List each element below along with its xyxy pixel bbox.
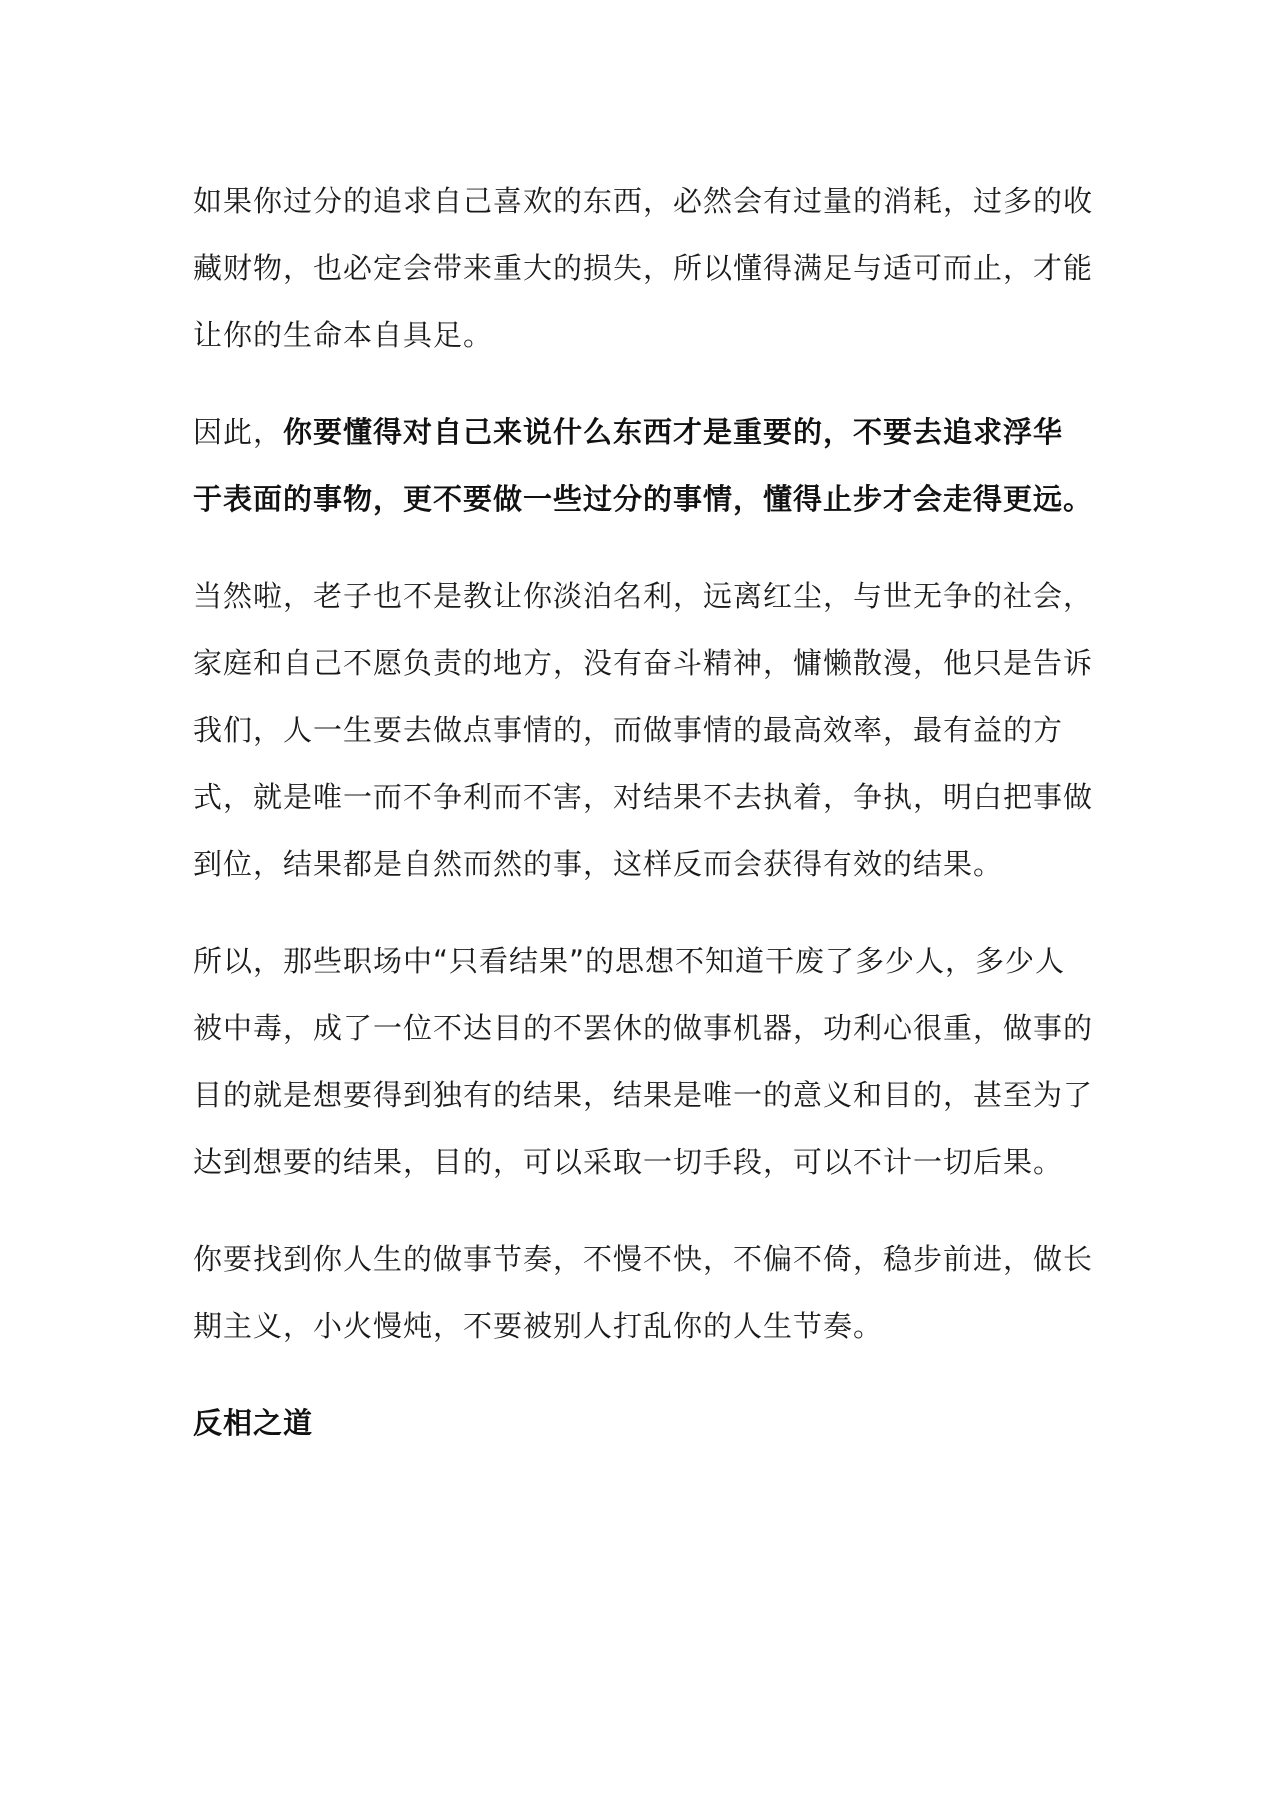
paragraph-2-bold-text: 你要懂得对自己来说什么东西才是重要的，不要去追求浮华于表面的事物，更不要做一些过分的事情，懂得止步才会走得更远。: [193, 415, 1094, 516]
paragraph-4: 所以，那些职场中“只看结果”的思想不知道干废了多少人，多少人被中毒，成了一位不达目的不罢休的做事机器，功利心很重，做事的目的就是想要得到独有的结果，结果是唯一的意义和目的，甚至为了达到想要的结果，目的，可以采取一切手段，可以不计一切后果。: [193, 944, 1094, 1179]
paragraph-2: [193, 399, 1093, 533]
section-heading: 反相之道: [193, 1406, 314, 1440]
paragraph-3: 当然啦，老子也不是教让你淡泊名利，远离红尘，与世无争的社会，家庭和自己不愿负责的地方，没有奋斗精神，慵懒散漫，他只是告诉我们，人一生要去做点事情的，而做事情的最高效率，最有益的方式，就是唯一而不争利而不害，对结果不去执着，争执，明白把事做到位，结果都是自然而然的事，这样反而会获得有效的结果。: [193, 579, 1094, 881]
paragraph-1: 如果你过分的追求自己喜欢的东西，必然会有过量的消耗，过多的收藏财物，也必定会带来重大的损失，所以懂得满足与适可而止，才能让你的生命本自具足。: [193, 184, 1094, 352]
document-body: [193, 168, 1093, 1457]
paragraph-2-lead: 因此，: [193, 415, 284, 449]
paragraph-5: 你要找到你人生的做事节奏，不慢不快，不偏不倚，稳步前进，做长期主义，小火慢炖，不要被别人打乱你的人生节奏。: [193, 1242, 1094, 1343]
